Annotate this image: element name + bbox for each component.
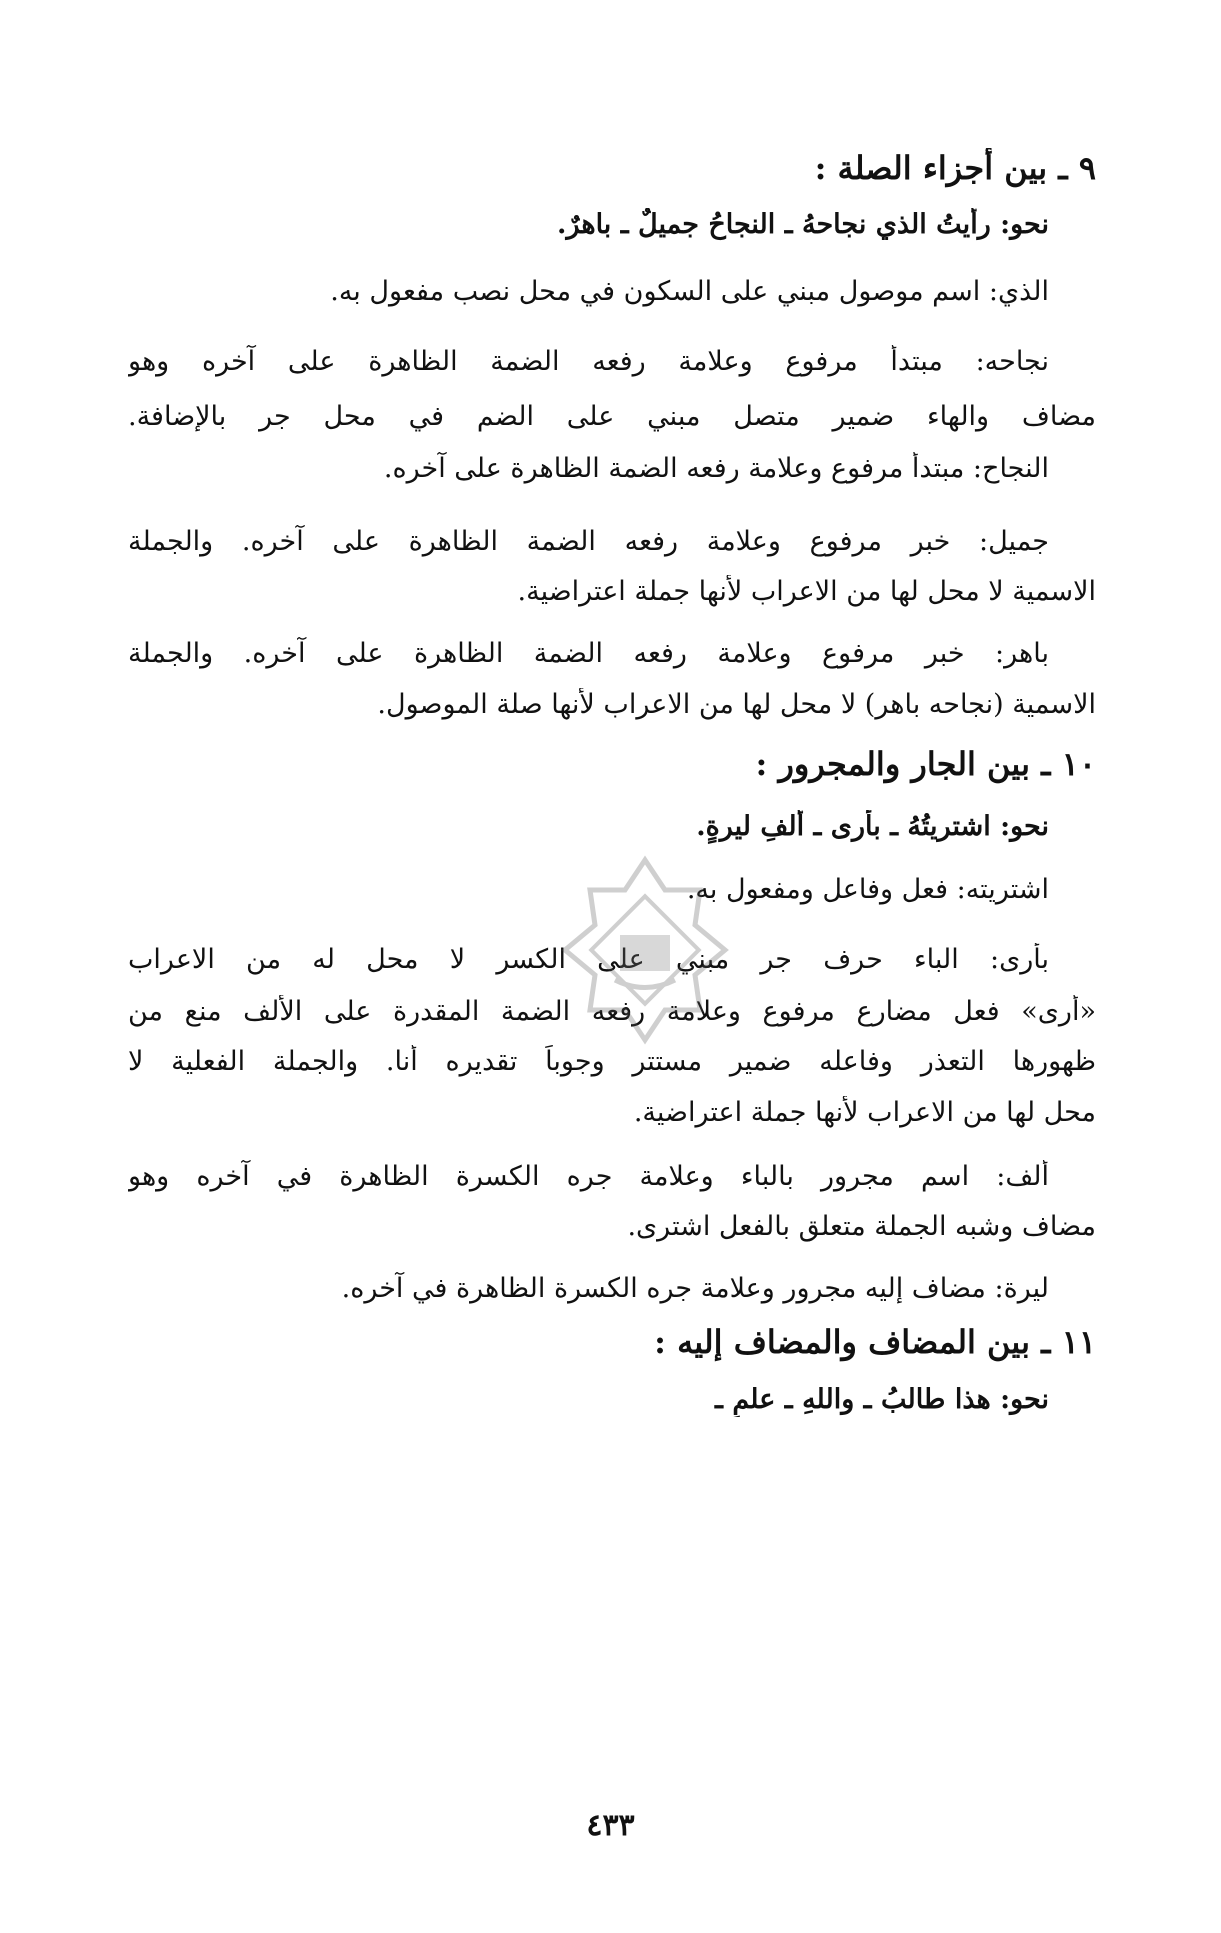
text-line: النجاح: مبتدأ مرفوع وعلامة رفعه الضمة الظاهرة على آخره. [383,453,1049,484]
text-line: الاسمية لا محل لها من الاعراب لأنها جملة اعتراضية. [517,576,1096,607]
text-line: ألف: اسم مجرور بالباء وعلامة جره الكسرة الظاهرة في آخره وهو [128,1161,1049,1192]
text-line: اشتريته: فعل وفاعل ومفعول به. [686,874,1049,905]
text-line: مضاف وشبه الجملة متعلق بالفعل اشترى. [627,1211,1096,1242]
text-line: الذي: اسم موصول مبني على السكون في محل نصب مفعول به. [330,276,1049,307]
text-line: محل لها من الاعراب لأنها جملة اعتراضية. [633,1097,1096,1128]
text-line: باهر: خبر مرفوع وعلامة رفعه الضمة الظاهرة على آخره. والجملة [128,638,1049,669]
text-line: ظهورها التعذر وفاعله ضمير مستتر وجوباً تقديره أنا. والجملة الفعلية لا [128,1046,1096,1077]
text-line: مضاف والهاء ضمير متصل مبني على الضم في محل جر بالإضافة. [128,401,1096,432]
example-line-9: نحو: رأيتُ الذي نجاحهُ ـ النجاحُ جميلٌ ـ باهرٌ. [557,209,1049,240]
example-line-10: نحو: اشتريتُهُ ـ بأرى ـ ألفِ ليرةٍ. [696,811,1049,842]
section-heading-9: ٩ ـ بين أجزاء الصلة : [814,149,1096,187]
text-line: بأرى: الباء حرف جر مبني على الكسر لا محل له من الاعراب [128,944,1049,975]
watermark-emblem-icon [545,850,745,1050]
text-line: الاسمية (نجاحه باهر) لا محل لها من الاعراب لأنها صلة الموصول. [377,689,1096,720]
page-number: ٤٣٣ [586,1808,635,1843]
section-heading-11: ١١ ـ بين المضاف والمضاف إليه : [654,1323,1096,1361]
text-line: ليرة: مضاف إليه مجرور وعلامة جره الكسرة الظاهرة في آخره. [341,1273,1049,1304]
text-line: جميل: خبر مرفوع وعلامة رفعه الضمة الظاهرة على آخره. والجملة [128,526,1049,557]
text-line: «أرى» فعل مضارع مرفوع وعلامة رفعه الضمة المقدرة على الألف منع من [128,996,1096,1027]
section-heading-10: ١٠ ـ بين الجار والمجرور : [755,745,1096,783]
text-line: نجاحه: مبتدأ مرفوع وعلامة رفعه الضمة الظاهرة على آخره وهو [128,346,1049,377]
example-line-11: نحو: هذا طالبُ ـ واللهِ ـ علمٍ ـ [715,1384,1049,1415]
